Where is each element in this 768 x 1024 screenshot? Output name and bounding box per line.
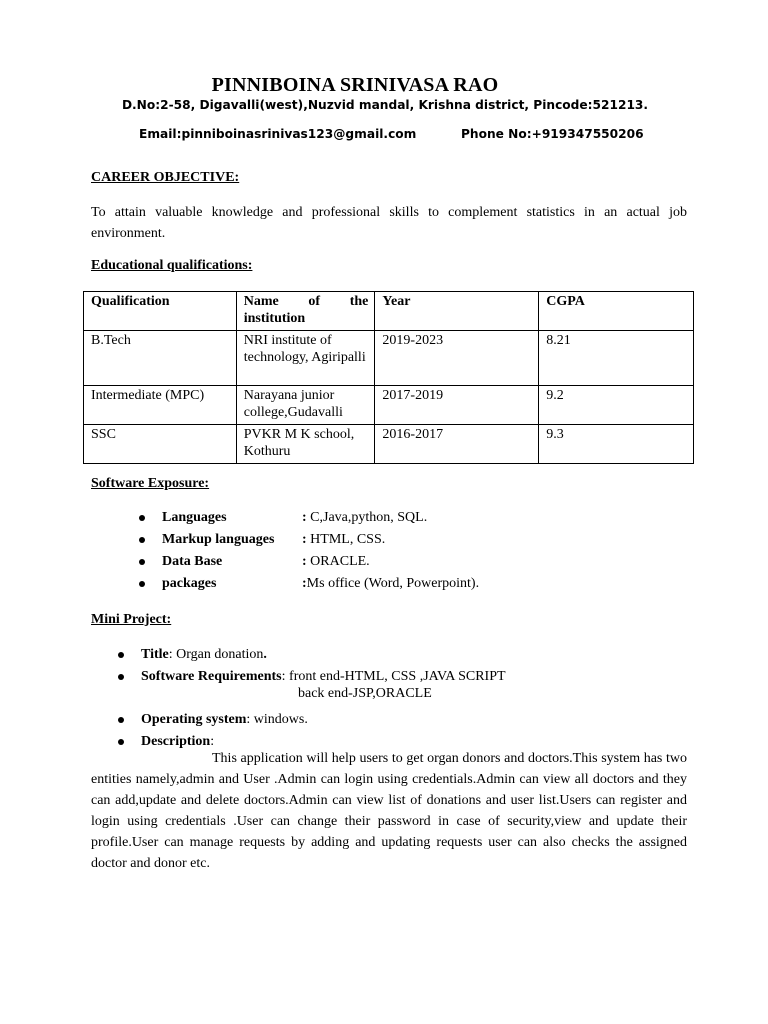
cell-qualification: SSC: [84, 425, 237, 464]
bullet-icon: [118, 652, 124, 658]
address-line: D.No:2-58, Digavalli(west),Nuzvid mandal, Krishna district, Pincode:521213.: [121, 98, 649, 112]
mini-project-heading: Mini Project:: [91, 612, 172, 627]
software-value: Ms office (Word, Powerpoint).: [306, 576, 480, 591]
education-table: [83, 291, 694, 464]
project-os-label: Operating system: [141, 712, 247, 727]
software-sep: :: [302, 510, 311, 525]
bullet-icon: [118, 717, 124, 723]
list-item: [162, 551, 479, 573]
header-institution-word: the: [349, 294, 369, 309]
project-os-value: : windows.: [246, 712, 308, 727]
software-value: C,Java,python, SQL.: [310, 510, 428, 525]
bullet-icon: [139, 559, 145, 565]
project-list: [141, 644, 506, 688]
header-institution-line2: institution: [243, 311, 306, 326]
software-label: packages: [162, 576, 217, 591]
list-item: [141, 709, 308, 731]
software-label: Markup languages: [162, 532, 275, 547]
candidate-name: PINNIBOINA SRINIVASA RAO: [211, 74, 499, 96]
project-description-text: This application will help users to get organ donors and doctors.This system has two entities namely,admin and User .Admin can login using credentials.Admin can view all doctors and they can add,update and delete doctors.Admin can view list of donations and user list.Users can register and login using credentials .User can change their password in case of security,view and update their profile.User can manage requests by adding and updating requests user can also checks the assigned doctor and donor etc.: [91, 751, 687, 871]
bullet-icon: [118, 739, 124, 745]
cell-institution: NRI institute of technology, Agiripalli: [236, 331, 375, 386]
project-desc-label: Description: [141, 734, 211, 749]
email-line: Email:pinniboinasrinivas123@gmail.com: [139, 127, 417, 141]
cell-cgpa: 9.2: [539, 386, 694, 425]
software-sep: :: [302, 576, 307, 591]
software-value: ORACLE.: [310, 554, 370, 569]
software-label: Data Base: [162, 554, 223, 569]
career-objective-text: To attain valuable knowledge and professional skills to complement statistics in an actual job environment.: [91, 205, 687, 241]
bullet-icon: [139, 537, 145, 543]
table-row: [84, 331, 694, 386]
phone-line: Phone No:+919347550206: [461, 127, 644, 141]
career-objective-heading: CAREER OBJECTIVE:: [91, 170, 240, 185]
cell-qualification: B.Tech: [84, 331, 237, 386]
bullet-icon: [139, 581, 145, 587]
project-title-end: .: [263, 647, 267, 662]
project-title-label: Title: [141, 647, 169, 662]
list-item: [141, 644, 506, 666]
education-heading: Educational qualifications:: [91, 258, 253, 273]
software-sep: :: [302, 532, 311, 547]
cell-institution: PVKR M K school, Kothuru: [236, 425, 375, 464]
project-req-backend: back end-JSP,ORACLE: [298, 686, 432, 701]
project-desc-colon: :: [210, 734, 215, 749]
cell-year: 2019-2023: [375, 331, 539, 386]
header-qualification: Qualification: [84, 292, 237, 331]
project-list-2: [141, 709, 308, 753]
software-value: HTML, CSS.: [310, 532, 386, 547]
header-year: Year: [375, 292, 539, 331]
list-item: [162, 573, 479, 595]
header-institution: [236, 292, 375, 331]
table-row: [84, 425, 694, 464]
software-heading: Software Exposure:: [91, 476, 210, 491]
header-cgpa: CGPA: [539, 292, 694, 331]
cell-cgpa: 9.3: [539, 425, 694, 464]
project-req-value: : front end-HTML, CSS ,JAVA SCRIPT: [281, 669, 506, 684]
project-req-label: Software Requirements: [141, 669, 282, 684]
cell-year: 2016-2017: [375, 425, 539, 464]
list-item: [162, 529, 479, 551]
table-header-row: [84, 292, 694, 331]
cell-cgpa: 8.21: [539, 331, 694, 386]
header-institution-word: of: [308, 294, 321, 309]
table-row: [84, 386, 694, 425]
bullet-icon: [139, 515, 145, 521]
header-institution-word: Name: [243, 294, 279, 309]
cell-year: 2017-2019: [375, 386, 539, 425]
software-label: Languages: [162, 510, 227, 525]
bullet-icon: [118, 674, 124, 680]
software-list: [162, 507, 479, 595]
cell-institution: Narayana junior college,Gudavalli: [236, 386, 375, 425]
software-sep: :: [302, 554, 311, 569]
list-item: [162, 507, 479, 529]
cell-qualification: Intermediate (MPC): [84, 386, 237, 425]
project-title-value: : Organ donation: [168, 647, 264, 662]
